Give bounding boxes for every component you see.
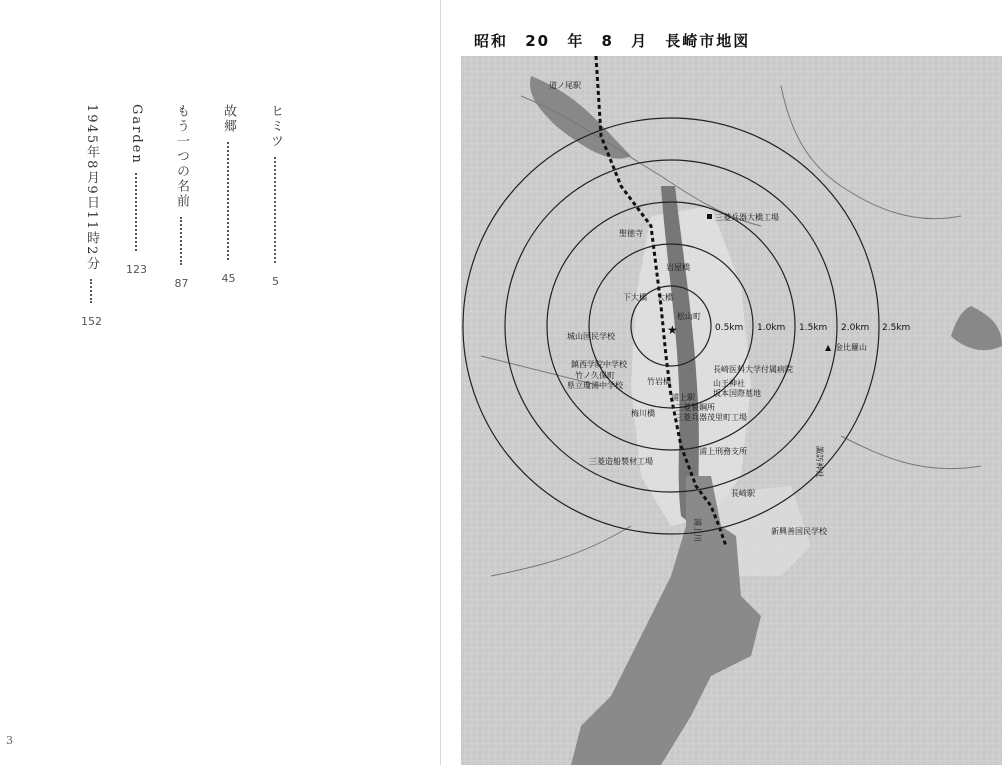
toc-entry-title: ヒミツ: [268, 104, 283, 149]
toc-entry-title: もう一つの名前: [174, 104, 189, 209]
place-label: 長崎医科大学付属病院: [713, 365, 793, 374]
place-label: 大橋: [657, 293, 673, 302]
place-label: 鎮西学院中学校: [571, 360, 627, 369]
place-label: 新興善国民学校: [771, 527, 827, 536]
ring-label: 1.0km: [757, 323, 786, 333]
toc-entry-page: 45: [221, 272, 236, 285]
place-label: 県立瓊浦中学校: [567, 381, 623, 390]
place-label: 竹岩橋: [647, 377, 671, 386]
place-label: 長崎駅: [731, 489, 755, 498]
hypocenter-star-icon: ★: [667, 323, 678, 337]
toc-leader-dots: [274, 157, 278, 263]
place-label: 聖徳寺: [619, 229, 643, 238]
page-number: 3: [6, 734, 13, 747]
toc-entry-garden[interactable]: [126, 104, 147, 276]
toc-entry-page: 152: [81, 315, 102, 329]
place-label: 三菱兵器茂里町工場: [675, 413, 747, 422]
toc-entry-1945[interactable]: [81, 104, 102, 328]
toc-leader-dots: [180, 217, 184, 265]
toc-entry-page: 87: [174, 277, 189, 290]
ring-label: 0.5km: [715, 323, 744, 333]
toc-leader-dots: [90, 279, 94, 303]
toc-entry-title: 1945年8月9日11時2分: [84, 104, 99, 272]
place-label: 三菱造船製材工場: [589, 457, 653, 466]
toc-entry-title: Garden: [129, 104, 144, 165]
place-label: 浦上駅: [671, 393, 695, 402]
toc-entry-himitsu[interactable]: [266, 104, 285, 288]
place-label: 浦上川: [693, 518, 702, 542]
place-label: 松山町: [677, 312, 701, 321]
place-label: 三菱製鋼所: [675, 403, 715, 412]
place-label: 三菱兵器大橋工場: [715, 213, 779, 222]
toc-entry-mou-hitotsu[interactable]: [172, 104, 191, 290]
toc-entry-title: 故郷: [221, 104, 236, 134]
place-label: 坂本国際墓地: [713, 389, 761, 398]
toc-leader-dots: [227, 142, 231, 260]
place-label: 竹ノ久保町: [575, 371, 615, 380]
map-svg: [461, 56, 1002, 765]
place-label: 城山国民学校: [567, 332, 615, 341]
mountain-triangle-icon: ▲: [825, 343, 832, 352]
place-label: 金比羅山: [835, 343, 867, 352]
place-label: 諏訪神社: [815, 446, 824, 478]
ring-label: 1.5km: [799, 323, 828, 333]
toc-entry-kokyo[interactable]: [219, 104, 238, 285]
place-label: 道ノ尾駅: [549, 81, 581, 90]
place-label: 下大橋: [623, 293, 647, 302]
ring-label: 2.0km: [841, 323, 870, 333]
toc-entry-page: 5: [272, 275, 279, 288]
toc-leader-dots: [135, 173, 139, 251]
map-figure: [461, 56, 1002, 765]
place-label: 山王神社: [713, 379, 745, 388]
place-label: 梅川橋: [631, 409, 655, 418]
map-title: 昭和 20 年 8 月 長崎市地図: [474, 32, 751, 50]
place-label: 岩屋橋: [666, 263, 690, 272]
toc-entry-page: 123: [126, 262, 147, 276]
place-label: 浦上刑務支所: [699, 447, 747, 456]
landmark-marker: [707, 214, 712, 219]
ring-label: 2.5km: [882, 323, 911, 333]
